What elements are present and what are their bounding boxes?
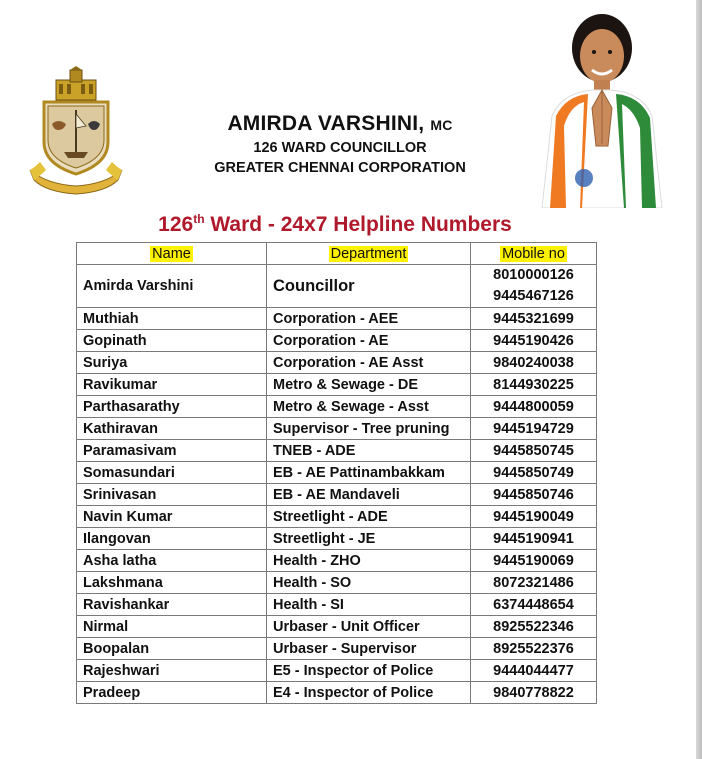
cell-name: Ravishankar [77,594,267,616]
cell-mobile: 8072321486 [471,572,597,594]
cell-name: Lakshmana [77,572,267,594]
header-mobile: Mobile no [471,243,597,265]
cell-mobile: 6374448654 [471,594,597,616]
cell-department: Streetlight - JE [267,528,471,550]
cell-department: Urbaser - Supervisor [267,638,471,660]
table-row [77,550,597,572]
councillor-name: AMIRDA VARSHINI, MC [227,112,453,135]
table-row [77,440,597,462]
cell-name: Nirmal [77,616,267,638]
table-row [77,528,597,550]
cell-department: TNEB - ADE [267,440,471,462]
cell-department: Supervisor - Tree pruning [267,418,471,440]
header-name: Name [77,243,267,265]
table-row [77,594,597,616]
cell-name: Suriya [77,352,267,374]
cell-mobile: 9444044477 [471,660,597,682]
header [190,112,490,176]
cell-mobile: 9445190941 [471,528,597,550]
cell-mobile [471,265,597,308]
table-row [77,308,597,330]
table-row [77,484,597,506]
cell-department: E4 - Inspector of Police [267,682,471,704]
cell-name: Somasundari [77,462,267,484]
table-row [77,506,597,528]
cell-department: Urbaser - Unit Officer [267,616,471,638]
cell-department: EB - AE Pattinambakkam [267,462,471,484]
cell-mobile: 9445194729 [471,418,597,440]
cell-name: Navin Kumar [77,506,267,528]
cell-name: Asha latha [77,550,267,572]
table-header-row [77,243,597,265]
cell-department: Corporation - AE [267,330,471,352]
header-department: Department [267,243,471,265]
cell-mobile: 9444800059 [471,396,597,418]
table-row-councillor [77,265,597,308]
page-edge [696,0,702,759]
cell-name: Ilangovan [77,528,267,550]
cell-name: Parthasarathy [77,396,267,418]
name-suffix: MC [430,117,453,133]
cell-department: Metro & Sewage - DE [267,374,471,396]
cell-mobile: 9445850749 [471,462,597,484]
cell-name: Ravikumar [77,374,267,396]
cell-mobile: 9445190069 [471,550,597,572]
cell-mobile: 9840778822 [471,682,597,704]
helpline-table [76,242,597,704]
cell-department: Corporation - AEE [267,308,471,330]
cell-name: Srinivasan [77,484,267,506]
cell-name: Kathiravan [77,418,267,440]
councillor-photo-icon [522,6,682,208]
cell-name: Rajeshwari [77,660,267,682]
cell-department: EB - AE Mandaveli [267,484,471,506]
cell-name: Gopinath [77,330,267,352]
table-row [77,572,597,594]
title-superscript: th [193,212,205,226]
cell-name: Boopalan [77,638,267,660]
table-row [77,462,597,484]
mobile-number-2: 9445467126 [493,288,574,304]
cell-name: Amirda Varshini [77,265,267,308]
table-row [77,638,597,660]
cell-mobile: 8925522376 [471,638,597,660]
cell-department: Metro & Sewage - Asst [267,396,471,418]
cell-mobile: 8925522346 [471,616,597,638]
table-row [77,352,597,374]
cell-mobile: 9445321699 [471,308,597,330]
cell-department: Health - SO [267,572,471,594]
corporation-emblem-icon [26,66,126,196]
cell-name: Pradeep [77,682,267,704]
table-row [77,682,597,704]
cell-name: Paramasivam [77,440,267,462]
table-row [77,616,597,638]
cell-department: Councillor [267,265,471,308]
table-row [77,396,597,418]
cell-mobile: 9445190049 [471,506,597,528]
cell-department: Streetlight - ADE [267,506,471,528]
cell-mobile: 9840240038 [471,352,597,374]
cell-mobile: 9445190426 [471,330,597,352]
table-row [77,660,597,682]
table-row [77,418,597,440]
table-row [77,374,597,396]
ward-line: 126 WARD COUNCILLOR [253,140,427,156]
mobile-number-1: 8010000126 [493,267,574,283]
cell-department: Corporation - AE Asst [267,352,471,374]
cell-name: Muthiah [77,308,267,330]
cell-department: E5 - Inspector of Police [267,660,471,682]
cell-mobile: 8144930225 [471,374,597,396]
corporation-line: GREATER CHENNAI CORPORATION [214,160,466,176]
cell-mobile: 9445850745 [471,440,597,462]
cell-department: Health - ZHO [267,550,471,572]
cell-department: Health - SI [267,594,471,616]
table-row [77,330,597,352]
cell-mobile: 9445850746 [471,484,597,506]
helpline-title: 126th Ward - 24x7 Helpline Numbers [158,212,512,236]
